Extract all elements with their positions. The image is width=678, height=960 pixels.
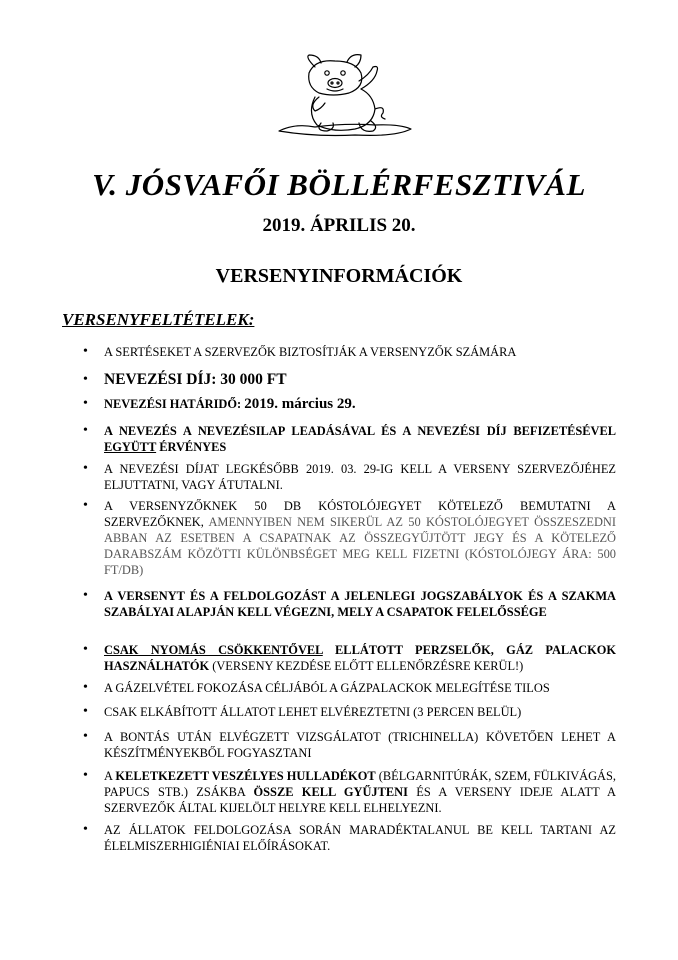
- bullet: •: [83, 704, 88, 719]
- list-item: • CSAK NYOMÁS CSÖKKENTŐVEL ELLÁTOTT PERZSELŐK, GÁZ PALACKOK HASZNÁLHATÓK (VERSENY KEZDÉSE ELŐTT ELLENŐRZÉSRE KERÜL!): [83, 642, 616, 673]
- bullet: •: [83, 498, 88, 513]
- list-item: • A KELETKEZETT VESZÉLYES HULLADÉKOT (BÉLGARNITÚRÁK, SZEM, FÜLKIVÁGÁS, PAPUCS STB.) ZSÁKBA ÖSSZE KELL GYŰJTENI ÉS A VERSENY IDEJE ALATT A SZERVEZŐK ÁLTAL KIJELÖLT HELYRE KELL ELHELYEZNI.: [83, 768, 617, 815]
- list-item: • AZ ÁLLATOK FELDOLGOZÁSA SORÁN MARADÉKTALANUL BE KELL TARTANI AZ ÉLELMISZERHIGIÉNIAI ELŐÍRÁSOKAT.: [83, 822, 616, 853]
- bullet: •: [83, 588, 88, 603]
- bullet: •: [83, 642, 88, 657]
- list-item: • NEVEZÉSI DÍJ: 30 000 FT: [83, 371, 287, 388]
- bullet: •: [83, 372, 88, 387]
- page-subtitle: VERSENYINFORMÁCIÓK: [215, 265, 463, 287]
- bullet: •: [83, 344, 88, 359]
- list-item: • NEVEZÉSI HATÁRIDŐ: 2019. március 29.: [83, 396, 356, 412]
- list-item: • A NEVEZÉS A NEVEZÉSILAP LEADÁSÁVAL ÉS A NEVEZÉSI DÍJ BEFIZETÉSÉVEL EGYÜTT ÉRVÉNYES: [83, 423, 616, 454]
- bullet: •: [83, 680, 88, 695]
- list-item: • A VERSENYT ÉS A FELDOLGOZÁST A JELENLEGI JOGSZABÁLYOK ÉS A SZAKMA SZABÁLYAI ALAPJÁN KELL VÉGEZNI, MELY A CSAPATOK FELELŐSSÉGE: [83, 588, 616, 619]
- list-item: • CSAK ELKÁBÍTOTT ÁLLATOT LEHET ELVÉREZTETNI (3 PERCEN BELÜL): [83, 704, 522, 719]
- list-item: • A NEVEZÉSI DÍJAT LEGKÉSŐBB 2019. 03. 29-IG KELL A VERSENY SZERVEZŐJÉHEZ ELJUTTATNI, VAGY ÁTUTALNI.: [83, 461, 616, 492]
- bullet: •: [83, 822, 88, 837]
- bullet: •: [83, 423, 88, 438]
- bullet: •: [83, 729, 88, 744]
- festival-title: V. JÓSVAFŐI BÖLLÉRFESZTIVÁL: [92, 167, 586, 202]
- list-item: • A SERTÉSEKET A SZERVEZŐK BIZTOSÍTJÁK A VERSENYZŐK SZÁMÁRA: [83, 344, 517, 359]
- section-heading: VERSENYFELTÉTELEK:: [62, 310, 255, 329]
- bullet: •: [83, 396, 88, 411]
- list-item: • A GÁZELVÉTEL FOKOZÁSA CÉLJÁBÓL A GÁZPALACKOK MELEGÍTÉSE TILOS: [83, 680, 550, 695]
- list-item: • A BONTÁS UTÁN ELVÉGZETT VIZSGÁLATOT (TRICHINELLA) KÖVETŐEN LEHET A KÉSZÍTMÉNYEKBŐL FOGYASZTANI: [83, 729, 616, 760]
- bullet: •: [83, 768, 88, 783]
- bullet: •: [83, 461, 88, 476]
- pig-logo: [275, 53, 413, 137]
- festival-date: 2019. ÁPRILIS 20.: [262, 215, 416, 236]
- list-item: • A VERSENYZŐKNEK 50 DB KÓSTOLÓJEGYET KÖTELEZŐ BEMUTATNI A SZERVEZŐKNEK, AMENNYIBEN NEM SIKERÜL AZ 50 KÓSTOLÓJEGYET ÖSSZESZEDNI ABBAN AZ ESETBEN A CSAPATNAK AZ ÖSSZEGYŰJTÖTT JEGY ÉS A KÖTELEZŐ DARABSZÁM KÖZÖTTI KÜLÖNBSÉGET MEG KELL FIZETNI (KÓSTOLÓJEGY ÁRA: 500 FT/DB): [83, 498, 616, 577]
